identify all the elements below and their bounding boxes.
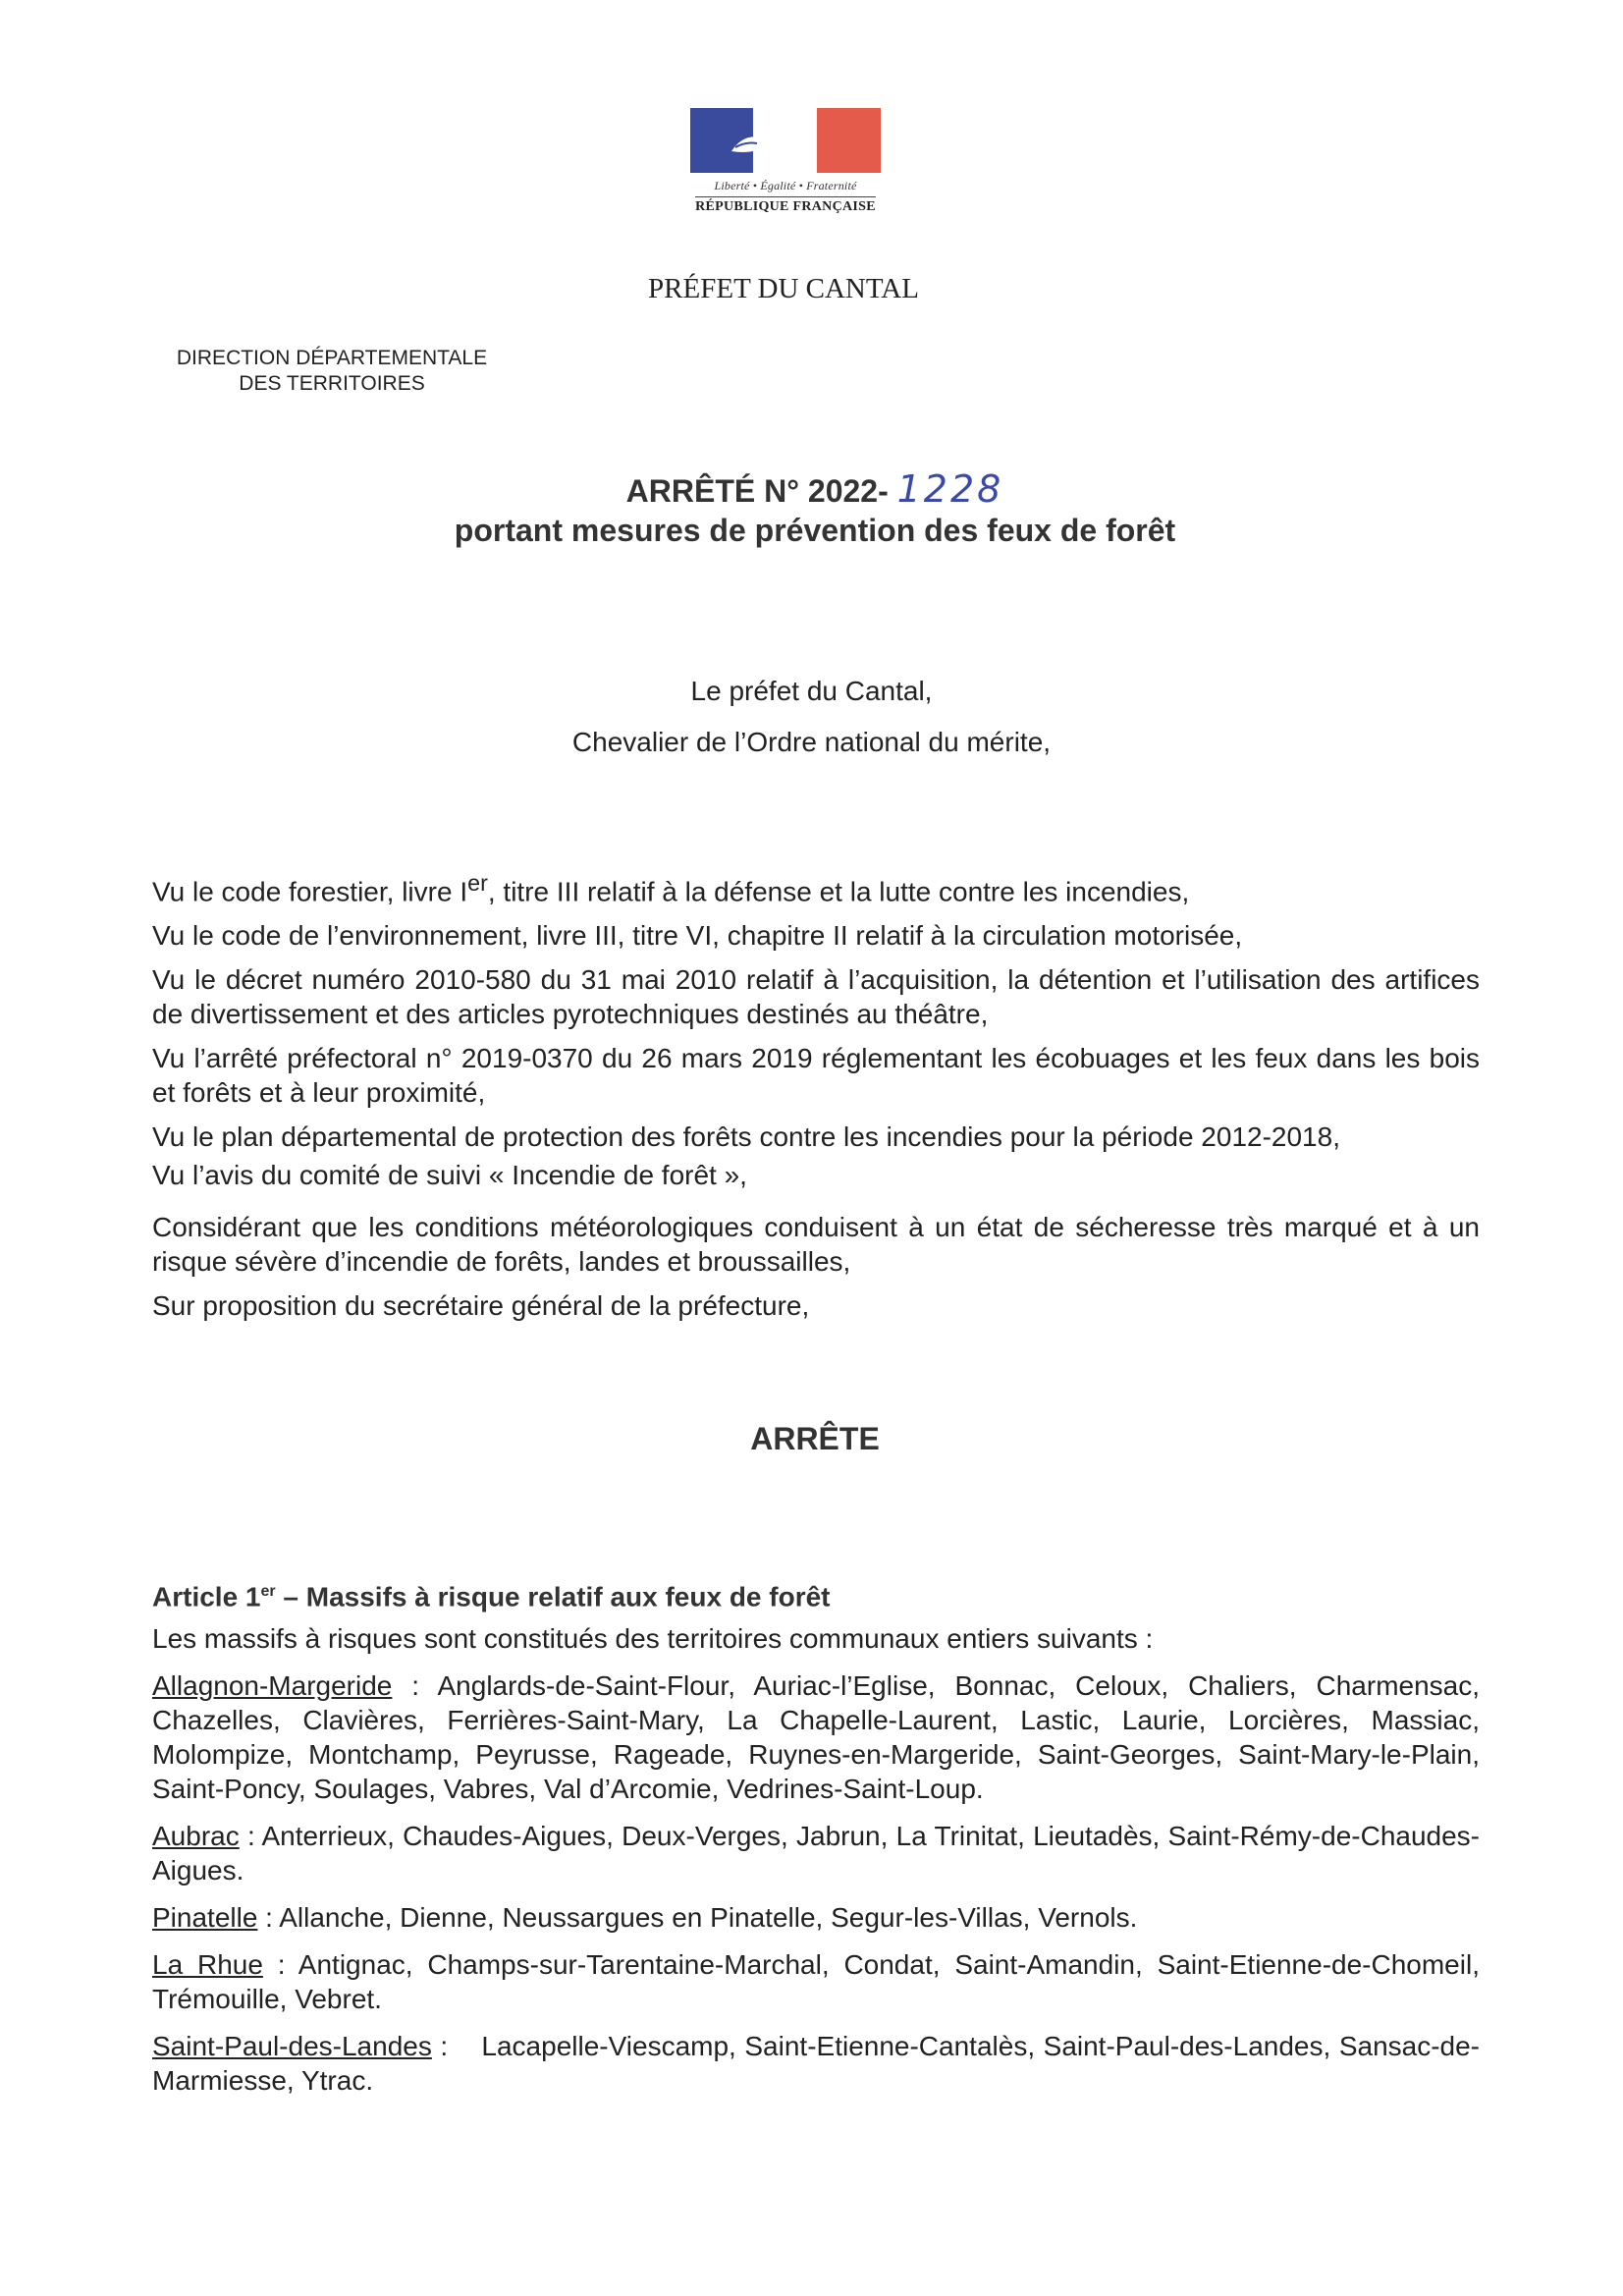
marianne-flag-icon — [690, 108, 881, 173]
proposition-paragraph: Sur proposition du secrétaire général de la préfecture, — [152, 1290, 810, 1322]
massif-paragraph: Saint-Paul-des-Landes : Lacapelle-Viescamp, Saint-Etienne-Cantalès, Saint-Paul-des-Landes, Sansac-de-Marmiesse, Ytrac. — [152, 2031, 1481, 2097]
consideration-paragraph: Considérant que les conditions météorologiques conduisent à un état de sécheresse très marqué et à un risque sévère d’incendie de forêts, landes et broussailles, — [152, 1212, 1480, 1278]
republic-motto: Liberté • Égalité • Fraternité — [714, 179, 857, 192]
massif-communes: Anterrieux, Chaudes-Aigues, Deux-Verges, Jabrun, La Trinitat, Lieutadès, Saint-Rémy-de-Chaudes-Aigues. — [152, 1821, 1481, 1886]
direction-line-1: DIRECTION DÉPARTEMENTALE — [176, 347, 488, 369]
arrete-title — [0, 469, 1623, 550]
article-intro: Les massifs à risques sont constitués des territoires communaux entiers suivants : — [152, 1623, 1154, 1655]
visa-paragraph: Vu le décret numéro 2010-580 du 31 mai 2010 relatif à l’acquisition, la détention et l’utilisation des artifices de divertissement et des articles pyrotechniques destinés au théâtre, — [152, 964, 1480, 1030]
arrete-heading: ARRÊTE — [750, 1421, 880, 1456]
article-title: – Massifs à risque relatif aux feux de forêt — [283, 1581, 831, 1613]
massif-name: Allagnon-Margeride — [152, 1670, 393, 1702]
visa-paragraph: Vu le plan départemental de protection des forêts contre les incendies pour la période 2012-2018, — [152, 1121, 1340, 1153]
republic-name: RÉPUBLIQUE FRANÇAISE — [695, 196, 876, 215]
article-1-heading — [152, 1574, 1480, 1613]
massif-communes: Lacapelle-Viescamp, Saint-Etienne-Cantalès, Saint-Paul-des-Landes, Sansac-de-Marmiesse, Ytrac. — [152, 2031, 1481, 2097]
visas-list — [152, 866, 1480, 1333]
massif-communes: Anglards-de-Saint-Flour, Auriac-l’Eglise, Bonnac, Celoux, Chaliers, Charmensac, Chazelles, Clavières, Ferrières-Saint-Mary, La Chapelle-Laurent, Lastic, Laurie, Lorcières, Massiac, Molompize, Montchamp, Peyrusse, Rageade, Ruynes-en-Margeride, Saint-Georges, Saint-Mary-le-Plain, Saint-Poncy, Soulages, Vabres, Val d’Arcomie, Vedrines-Saint-Loup. — [152, 1670, 1481, 1805]
prefect-preamble — [0, 666, 1623, 768]
massif-paragraph: Pinatelle : Allanche, Dienne, Neussargues en Pinatelle, Segur-les-Villas, Vernols. — [152, 1902, 1138, 1934]
massif-paragraph: Aubrac : Anterrieux, Chaudes-Aigues, Deux-Verges, Jabrun, La Trinitat, Lieutadès, Saint-Rémy-de-Chaudes-Aigues. — [152, 1821, 1481, 1886]
visa-paragraph: Vu l’avis du comité de suivi « Incendie de forêt », — [152, 1160, 747, 1191]
massif-name: Pinatelle — [152, 1902, 258, 1934]
article-label-sup: er — [260, 1583, 276, 1600]
massif-name: Saint-Paul-des-Landes — [152, 2031, 432, 2062]
massif-paragraph: Allagnon-Margeride : Anglards-de-Saint-Flour, Auriac-l’Eglise, Bonnac, Celoux, Chaliers, Charmensac, Chazelles, Clavières, Ferrières-Saint-Mary, La Chapelle-Laurent, Lastic, Laurie, Lorcières, Massiac, Molompize, Montchamp, Peyrusse, Rageade, Ruynes-en-Margeride, Saint-Georges, Saint-Mary-le-Plain, Saint-Poncy, Soulages, Vabres, Val d’Arcomie, Vedrines-Saint-Loup. — [152, 1670, 1481, 1805]
prefect-line-1: Le préfet du Cantal, — [690, 676, 933, 706]
massif-paragraph: La Rhue : Antignac, Champs-sur-Tarentaine-Marchal, Condat, Saint-Amandin, Saint-Etienne-de-Chomeil, Trémouille, Vebret. — [152, 1949, 1480, 2015]
prefect-line-2: Chevalier de l’Ordre national du mérite, — [571, 727, 1052, 757]
massif-communes: Allanche, Dienne, Neussargues en Pinatelle, Segur-les-Villas, Vernols. — [279, 1902, 1138, 1934]
arrete-number-prefix: ARRÊTÉ N° 2022- — [625, 473, 889, 509]
direction-block — [165, 346, 499, 397]
massif-name: La Rhue — [152, 1949, 263, 1981]
massif-name: Aubrac — [152, 1821, 240, 1852]
handwritten-arrete-number: 1228 — [896, 467, 1004, 511]
article-label: Article 1 — [152, 1581, 261, 1613]
visa-paragraph: Vu le code forestier, livre Ier, titre III relatif à la défense et la lutte contre les incendies, — [152, 870, 1190, 907]
massif-communes: Antignac, Champs-sur-Tarentaine-Marchal, Condat, Saint-Amandin, Saint-Etienne-de-Chomeil, Trémouille, Vebret. — [152, 1949, 1480, 2015]
prefet-heading: PRÉFET DU CANTAL — [648, 273, 919, 304]
visa-paragraph: Vu l’arrêté préfectoral n° 2019-0370 du 26 mars 2019 réglementant les écobuages et les feux dans les bois et forêts et à leur proximité, — [152, 1043, 1480, 1109]
article-1 — [152, 1574, 1480, 2110]
arrete-number-line — [0, 469, 1623, 511]
visa-paragraph: Vu le code de l’environnement, livre III, titre VI, chapitre II relatif à la circulation motorisée, — [152, 920, 1243, 952]
republique-francaise-logo — [687, 108, 884, 226]
direction-line-2: DES TERRITOIRES — [239, 372, 425, 395]
arrete-subject: portant mesures de prévention des feux de forêt — [454, 513, 1176, 548]
